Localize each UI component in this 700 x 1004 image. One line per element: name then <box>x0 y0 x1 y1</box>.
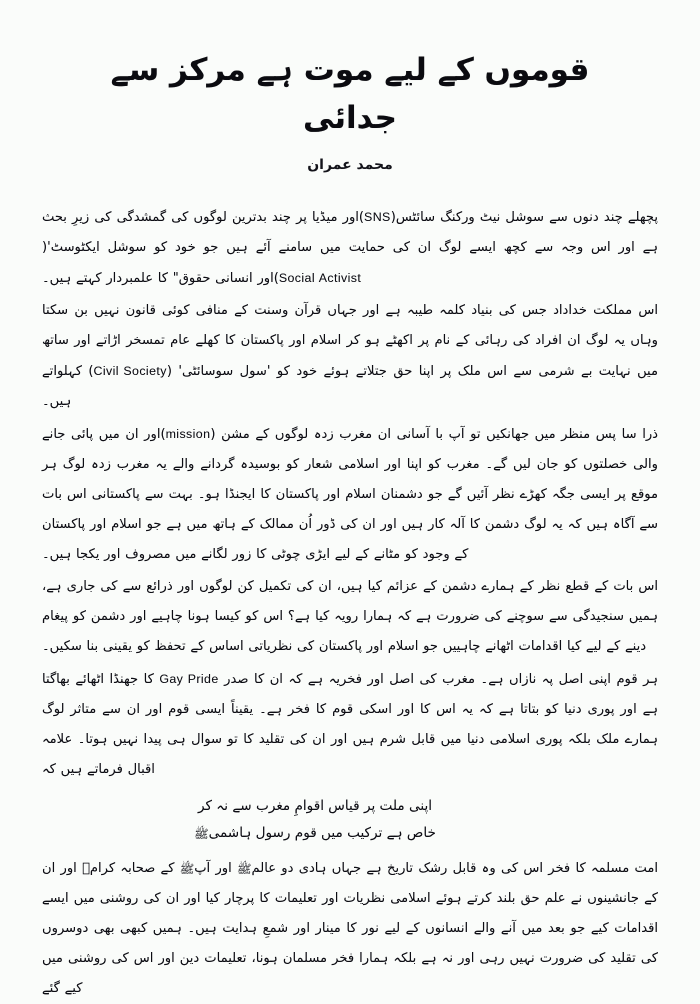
paragraph-6-segment-b: اور آپ <box>194 860 238 876</box>
paragraph-6-segment-a: امت مسلمہ کا فخر اس کی وہ قابل رشک تاریخ ہے جہاں ہادی دو عالم <box>251 860 658 876</box>
term-gay-pride: Gay Pride <box>159 671 219 686</box>
salawat-symbol-icon-2: ﷺ <box>179 861 195 876</box>
paragraph-5-segment-a: ہر قوم اپنی اصل پہ نازاں ہے۔ مغرب کی اصل اور فخریہ ہے کہ ان کا صدر <box>218 671 658 687</box>
paragraph-5-segment-b: کا جھنڈا اٹھائے بھاگتا ہے اور پوری دنیا کو بتاتا ہے کہ یہ اس کا اور اسکی قوم کا فخر ہے۔ یقیناً ایسی قوم اور ان سے متاثر لوگ ہمارے ملک بلکہ پوری اسلامی دنیا میں قابل شرم ہیں اور ان کی تقلید کا تو سوال ہی پیدا نہیں ہوتا۔ علامہ اقبال فرماتے ہیں کہ <box>42 671 658 777</box>
salawat-symbol-icon: ﷺ <box>194 826 209 841</box>
couplet-line-2 <box>42 820 588 848</box>
paragraph-3-segment-a: ذرا سا پس منظر میں جھانکیں تو آپ با آسانی ان مغرب زدہ لوگوں کے مشن ( <box>210 426 659 442</box>
paragraph-1-segment-c: )اور انسانی حقوق" کا علمبردار کہتے ہیں۔ <box>42 270 279 286</box>
paragraph-1-segment-b: )اور میڈیا پر چند بدترین لوگوں کی گمشدگی کی زیرِ بحث ہے اور اس وجہ سے کچھ ایسے لوگ ان کی حمایت میں سامنے آئے ہیں جو خود کو سوشل ایکٹوسٹ'( <box>42 209 658 255</box>
acronym-sns: SNS <box>364 209 391 224</box>
couplet-line-1: اپنی ملت پر قیاس اقوامِ مغرب سے نہ کر <box>197 797 432 814</box>
paragraph-6 <box>42 854 658 1004</box>
paragraph-1 <box>42 202 658 294</box>
poetry-couplet <box>42 793 658 848</box>
paragraph-3-segment-b: )اور ان میں پائی جانے والی خصلتوں کو جان لیں گے۔ مغرب کو اپنا اور اسلامی شعار کو بوسیدہ گردانے والے یہ مغرب زدہ لوگ ہر موقع پر ایسی جگہ کھڑے نظر آئیں گے جو دشمنان اسلام اور پاکستان کا ایجنڈا ہو۔ بہت سے پاکستانی اس بات سے آگاہ ہیں کہ یہ لوگ دشمن کا آلہ کار ہیں اور ان کی ڈور اُن ممالک کے ہاتھ میں ہے جو اسلام اور پاکستان کے وجود کو مٹانے کے لیے ایڑی چوٹی کا زور لگانے میں مصروف اور یکجا ہیں۔ <box>42 426 658 562</box>
page-title: قوموں کے لیے موت ہے مرکز سے جدائی <box>110 52 590 137</box>
paragraph-2-segment-a: اس مملکت خداداد جس کی بنیاد کلمہ طیبہ ہے اور جہاں قرآن وسنت کے منافی کوئی قانون نہیں بن سکتا وہاں یہ لوگ ان افراد کی رہائی کے نام پر اکھٹے ہو کر اسلام اور پاکستان کا کھلے عام تمسخر اڑاتے اور ساتھ میں نہایت بے شرمی سے اس ملک پر اپنا حق جتلاتے ہوئے خود کو 'سول سوسائٹی' ( <box>42 302 658 379</box>
paragraph-6-segment-c: کے صحابہ کرامؓ اور ان کے جانشینوں نے علم حق بلند کرتے ہوئے اسلامی نظریات اور تعلیمات کا پرچار کیا اور ان کی روشنی میں ایسے اقدامات کیے جو بعد میں آنے والے انسانوں کے لیے نور کا مینار اور شمعِ ہدایت ہیں۔ ہمیں کبھی بھی دوسروں کی تقلید کی ضرورت نہیں رہی اور نہ ہے بلکہ ہمارا فخر مسلمان ہونا، تعلیمات دین اور اس کی روشنی میں کیے گئے <box>42 860 658 996</box>
term-civil-society: Civil Society <box>93 363 167 378</box>
paragraph-2 <box>42 296 658 417</box>
author-byline: محمد عمران <box>307 157 393 174</box>
paragraph-3 <box>42 419 658 570</box>
salawat-symbol-icon-1: ﷺ <box>237 861 252 876</box>
article-body <box>0 202 700 1004</box>
paragraph-1-segment-a: پچھلے چند دنوں سے سوشل نیٹ ورکنگ سائٹس( <box>390 209 658 225</box>
paragraph-2-segment-b: ) کہلواتے ہیں۔ <box>42 363 94 409</box>
paragraph-5 <box>42 664 658 785</box>
title-block <box>0 0 700 176</box>
term-social-activist: Social Activist <box>278 270 362 285</box>
term-mission: mission <box>165 426 211 441</box>
couplet-line-2-text: خاص ہے ترکیب میں قوم رسول ہاشمی <box>208 824 436 841</box>
paragraph-4: اس بات کے قطع نظر کے ہمارے دشمن کے عزائم کیا ہیں، ان کی تکمیل کن لوگوں اور ذرائع سے کی جاری ہے، ہمیں سنجیدگی سے سوچنے کی ضرورت ہے کہ ہمارا رویہ کیا ہے؟ اس کو کیسا ہونا چاہیے اور دشمن کو پیغام دینے کے لیے کیا اقدامات اٹھانے چاہییں جو اسلام اور پاکستان کی نظریاتی اساس کے تحفظ کو یقینی بنا سکیں۔ <box>42 578 658 654</box>
